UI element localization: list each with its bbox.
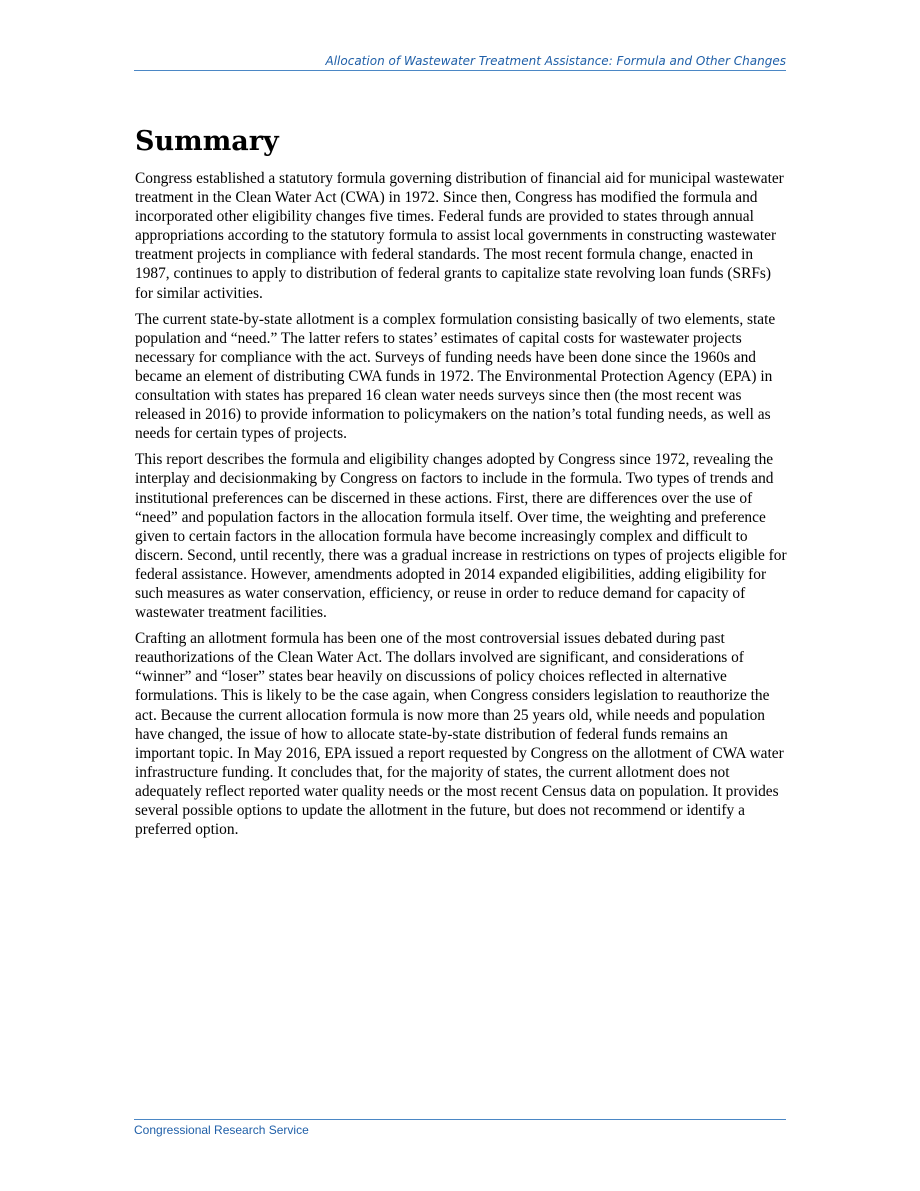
running-header-title: Allocation of Wastewater Treatment Assistance: Formula and Other Changes xyxy=(325,54,786,68)
running-footer xyxy=(134,1119,786,1137)
summary-paragraph-2: The current state-by-state allotment is a complex formulation consisting basically of two elements, state population and “need.” The latter refers to states’ estimates of capital costs for wastewater projects necessary for compliance with the act. Surveys of funding needs have been done since the 1960s and became an element of distributing CWA funds in 1972. The Environmental Protection Agency (EPA) in consultation with states has prepared 16 clean water needs surveys since then (the most recent was released in 2016) to provide information to policymakers on the nation’s total funding needs, as well as needs for certain types of projects. xyxy=(135,310,776,443)
page-title: Summary xyxy=(135,126,279,157)
footer-publisher: Congressional Research Service xyxy=(134,1123,309,1137)
running-header xyxy=(134,54,786,71)
summary-body xyxy=(135,169,787,846)
summary-paragraph-4: Crafting an allotment formula has been one of the most controversial issues debated during past reauthorizations of the Clean Water Act. The dollars involved are significant, and considerations of “winner” and “loser” states bear heavily on discussions of policy choices reflected in alternative formulations. This is likely to be the case again, when Congress considers legislation to reauthorize the act. Because the current allocation formula is now more than 25 years old, while needs and population have changed, the issue of how to allocate state-by-state distribution of federal funds remains an important topic. In May 2016, EPA issued a report requested by Congress on the allotment of CWA water infrastructure funding. It concludes that, for the majority of states, the current allotment does not adequately reflect reported water quality needs or the most recent Census data on population. It provides several possible options to update the allotment in the future, but does not recommend or identify a preferred option. xyxy=(135,630,784,839)
summary-paragraph-3: This report describes the formula and eligibility changes adopted by Congress since 1972, revealing the interplay and decisionmaking by Congress on factors to include in the formula. Two types of trends and institutional preferences can be discerned in these actions. First, there are differences over the use of “need” and population factors in the allocation formula itself. Over time, the weighting and preference given to certain factors in the allocation formula have become increasingly complex and difficult to discern. Second, until recently, there was a gradual increase in restrictions on types of projects eligible for federal assistance. However, amendments adopted in 2014 expanded eligibilities, adding eligibility for such measures as water conservation, efficiency, or reuse in order to reduce demand for capacity of wastewater treatment facilities. xyxy=(135,451,787,622)
summary-paragraph-1: Congress established a statutory formula governing distribution of financial aid for municipal wastewater treatment in the Clean Water Act (CWA) in 1972. Since then, Congress has modified the formula and incorporated other eligibility changes five times. Federal funds are provided to states through annual appropriations according to the statutory formula to assist local governments in constructing wastewater treatment projects in compliance with federal standards. The most recent formula change, enacted in 1987, continues to apply to distribution of federal grants to capitalize state revolving loan funds (SRFs) for similar activities. xyxy=(135,170,784,302)
